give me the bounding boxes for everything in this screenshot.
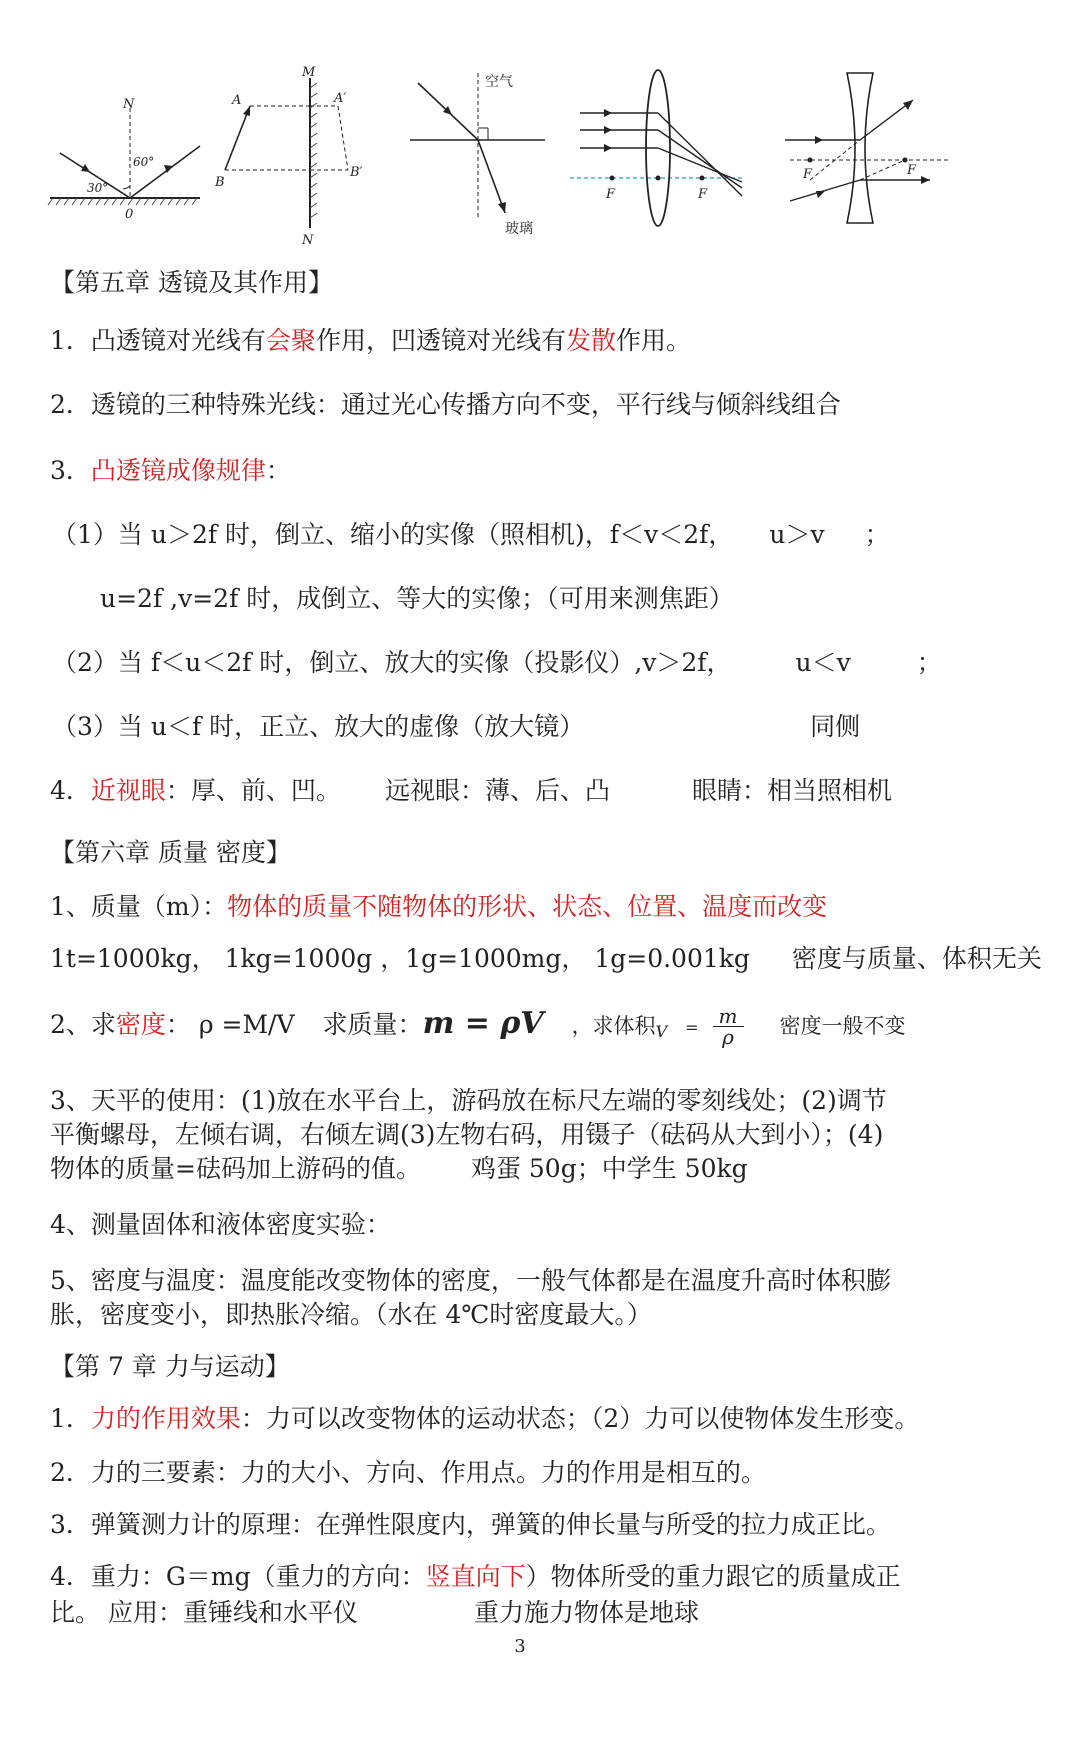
point-b-prime-label: B′ (350, 165, 363, 180)
ch6-item2: 2、求密度： ρ =M/V 求质量：m = ρV ，求体积V = $\frac{m}{\rho}$ 密度一般不变 (50, 1004, 906, 1049)
ch5-rule2: （2）当 f＜u＜2f 时，倒立、放大的实像（投影仪）,v＞2f， u＜v ； (52, 648, 942, 677)
ch6-item5-line1: 5、密度与温度：温度能改变物体的密度，一般气体都是在温度升高时体积膨 (50, 1266, 891, 1295)
focal-point-right-label: F (907, 163, 917, 178)
ch6-item3-line3: 物体的质量=砝码加上游码的值。 鸡蛋 50g；中学生 50kg (50, 1154, 748, 1183)
page-number: 3 (514, 1636, 526, 1657)
ch7-item3: 3．弹簧测力计的原理：在弹性限度内，弹簧的伸长量与所受的拉力成正比。 (50, 1510, 891, 1539)
ch5-item4: 4．近视眼：厚、前、凹。 远视眼：薄、后、凸 眼睛：相当照相机 (50, 776, 892, 805)
ch7-item4-line1: 4．重力：G＝mg（重力的方向：竖直向下）物体所受的重力跟它的质量成正 (50, 1562, 901, 1591)
point-a-label: A (232, 93, 242, 108)
chapter6-heading: 【第六章 质量 密度】 (50, 838, 291, 867)
ch6-item4: 4、测量固体和液体密度实验： (50, 1210, 391, 1239)
ch5-item1: 1．凸透镜对光线有会聚作用，凹透镜对光线有发散作用。 (50, 326, 691, 355)
ch6-units: 1t=1000kg， 1kg=1000g ，1g=1000mg， 1g=0.001kg 密度与质量、体积无关 (50, 944, 1042, 973)
concave-lens-diagram (775, 68, 950, 253)
refraction-diagram (410, 68, 550, 253)
ch6-item1: 1、质量（m）：物体的质量不随物体的形状、状态、位置、温度而改变 (50, 892, 828, 921)
plane-mirror-diagram (215, 65, 380, 253)
air-label: 空气 (485, 74, 513, 90)
ch7-item1: 1．力的作用效果：力可以改变物体的运动状态；（2）力可以使物体发生形变。 (50, 1404, 920, 1433)
ch5-item2: 2．透镜的三种特殊光线：通过光心传播方向不变，平行线与倾斜线组合 (50, 390, 841, 419)
mass-formula: m = ρV (422, 1006, 544, 1041)
ch5-rule1-equal: u=2f ,v=2f 时，成倒立、等大的实像；（可用来测焦距） (100, 584, 734, 613)
volume-fraction: $\frac{m}{\rho}$ (713, 1006, 744, 1047)
chapter5-heading: 【第五章 透镜及其作用】 (50, 268, 333, 297)
ch6-item3-line2: 平衡螺母，左倾右调，右倾左调(3)左物右码，用镊子（砝码从大到小）；(4) (50, 1120, 884, 1149)
angle-30-label: 30° (87, 181, 109, 195)
normal-label-n: N (123, 97, 135, 112)
point-a-prime-label: A′ (334, 91, 347, 106)
point-b-label: B (215, 175, 225, 190)
convex-lens-diagram (570, 68, 745, 253)
ch5-rule1: （1）当 u＞2f 时，倒立、缩小的实像（照相机)，f＜v＜2f， u＞v ； (52, 520, 890, 549)
ch5-rule3: （3）当 u＜f 时，正立、放大的虚像（放大镜） 同侧 (52, 712, 861, 741)
point-o-label: 0 (125, 207, 134, 222)
mirror-label-m: M (302, 65, 316, 80)
focal-point-left-label: F (606, 187, 616, 202)
ch6-item3-line1: 3、天平的使用：(1)放在水平台上，游码放在标尺左端的零刻线处；(2)调节 (50, 1086, 887, 1115)
ch7-item2: 2．力的三要素：力的大小、方向、作用点。力的作用是相互的。 (50, 1458, 766, 1487)
angle-60-label: 60° (133, 155, 155, 169)
focal-point-left-label: F (803, 167, 813, 182)
ch6-item5-line2: 胀，密度变小，即热胀冷缩。（水在 4℃时密度最大。） (50, 1300, 652, 1329)
glass-label: 玻璃 (505, 221, 533, 237)
ch7-item4-line2: 比。 应用：重锤线和水平仪 重力施力物体是地球 (50, 1598, 699, 1627)
mirror-label-n: N (302, 233, 314, 248)
ch5-item3: 3．凸透镜成像规律： (50, 456, 291, 485)
chapter7-heading: 【第 7 章 力与运动】 (50, 1352, 290, 1381)
focal-point-right-label: F (698, 187, 708, 202)
reflection-diagram (45, 68, 205, 253)
